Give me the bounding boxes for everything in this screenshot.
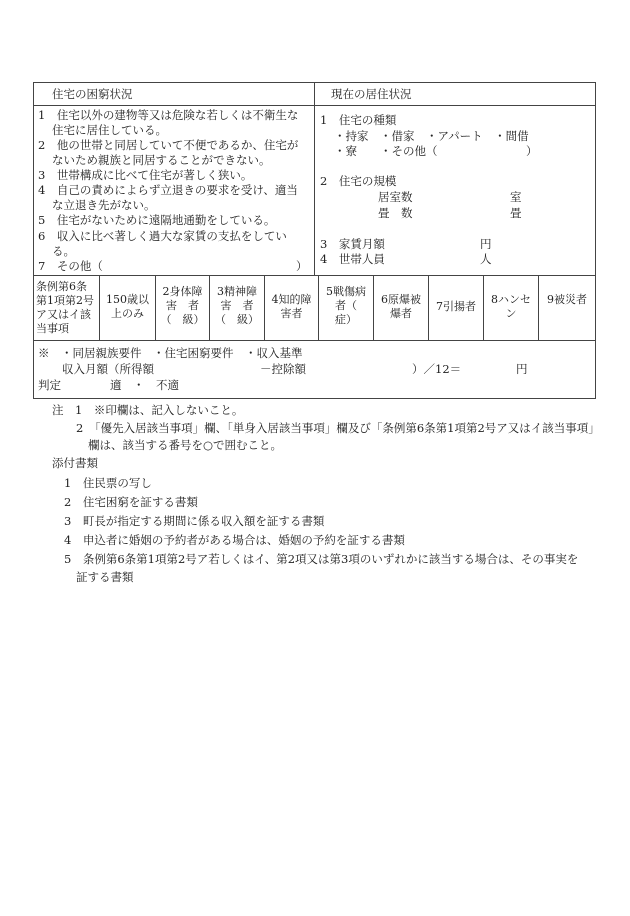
housing-type-options-2: ・寮 ・その他（ xyxy=(334,144,438,158)
housing-hardship-header: 住宅の困窮状況 xyxy=(52,87,133,101)
note-1: 注 1 ※印欄は、記入しないこと。 xyxy=(52,403,244,417)
attachment-5: 5 条例第6条第1項第2号ア若しくはイ、第2項又は第3項のいずれかに該当する場合は、その事実を xyxy=(64,552,579,566)
hardship-item-6: 6 収入に比べ著しく過大な家賃の支払をしてい xyxy=(38,229,287,243)
note-2-cont: 欄は、該当する番号を○で囲むこと。 xyxy=(88,438,283,452)
housing-type-options-1: ・持家 ・借家 ・アパート ・間借 xyxy=(334,129,529,143)
household-members-unit: 人 xyxy=(480,252,492,266)
table-border-right xyxy=(595,82,596,399)
hardship-item-4-cont: な立退き先がない。 xyxy=(52,198,156,212)
housing-type-close: ） xyxy=(526,144,538,158)
rent-label: 3 家賃月額 xyxy=(320,237,385,251)
hardship-item-1-cont: 住宅に居住している。 xyxy=(52,123,167,137)
cat-repatriate: 7引揚者 xyxy=(436,300,476,313)
attachment-3: 3 町長が指定する期間に係る収入額を証する書類 xyxy=(64,514,325,528)
table-border-left xyxy=(33,82,34,399)
household-members-label: 4 世帯人員 xyxy=(320,252,385,266)
attachment-5-cont: 証する書類 xyxy=(76,570,134,584)
cat-elderly-50: 150歳以 上のみ xyxy=(106,293,149,320)
tatami-label: 畳 数 xyxy=(378,206,413,220)
attachment-2: 2 住宅困窮を証する書類 xyxy=(64,495,198,509)
rent-unit: 円 xyxy=(480,237,492,251)
hardship-item-6-cont: る。 xyxy=(52,244,75,258)
note-2: 2 「優先入居該当事項」欄、「単身入居該当事項」欄及び「条例第6条第1項第2号ア又はイ該当事項」 xyxy=(76,421,600,435)
cat-intellectual-disability: 4知的障 害者 xyxy=(271,293,312,320)
judge-options: 適 ・ 不適 xyxy=(110,378,179,392)
cat-physical-disability: 2身体障 害 者 （ 級） xyxy=(160,285,205,326)
income-yen-unit: 円 xyxy=(516,362,528,376)
hardship-item-2-cont: ないため親族と同居することができない。 xyxy=(52,153,271,167)
hardship-item-7-close: ） xyxy=(296,259,308,273)
cat-hansen: 8ハンセ ン xyxy=(491,293,531,320)
table-border-bottom xyxy=(33,398,596,399)
judge-label: 判定 xyxy=(38,378,61,392)
current-residence-header: 現在の居住状況 xyxy=(331,87,412,101)
rooms-label: 居室数 xyxy=(378,190,413,204)
cat-divider xyxy=(538,275,539,340)
cat-war-injured: 5戦傷病 者（ 症） xyxy=(326,285,366,326)
deduction-label: －控除額 xyxy=(260,362,306,376)
housing-type-title: 1 住宅の種類 xyxy=(320,113,397,127)
cat-atomic-bomb: 6原爆被 爆者 xyxy=(381,293,421,320)
attachments-title: 添付書類 xyxy=(52,456,98,470)
office-requirements: ※ ・同居親族要件 ・住宅困窮要件 ・収入基準 xyxy=(38,346,303,360)
cat-mental-disability: 3精神障 害 者 （ 級） xyxy=(215,285,259,326)
table-divider-middle xyxy=(314,82,315,276)
cat-disaster-victim: 9被災者 xyxy=(547,293,587,306)
tatami-unit: 畳 xyxy=(510,206,522,220)
attachment-1: 1 住民票の写し xyxy=(64,476,152,490)
hardship-item-7: 7 その他（ xyxy=(38,259,103,273)
hardship-item-5: 5 住宅がないために遠隔地通勤をしている。 xyxy=(38,213,276,227)
hardship-item-3: 3 世帯構成に比べて住宅が著しく狭い。 xyxy=(38,168,253,182)
rooms-unit: 室 xyxy=(510,190,522,204)
hardship-item-4: 4 自己の責めによらず立退きの要求を受け、適当 xyxy=(38,183,298,197)
income-label: 収入月額（所得額 xyxy=(62,362,154,376)
hardship-item-1: 1 住宅以外の建物等又は危険な若しくは不衛生な xyxy=(38,108,299,122)
cat-ordinance-6: 条例第6条 第1項第2号 ア又はイ該 当事項 xyxy=(36,280,94,335)
attachment-4: 4 申込者に婚姻の予約者がある場合は、婚姻の予約を証する書類 xyxy=(64,533,405,547)
housing-scale-title: 2 住宅の規模 xyxy=(320,174,397,188)
hardship-item-2: 2 他の世帯と同居していて不便であるか、住宅が xyxy=(38,138,299,152)
table-border-row3 xyxy=(33,340,596,341)
monthly-division: ）／12＝ xyxy=(412,362,462,376)
